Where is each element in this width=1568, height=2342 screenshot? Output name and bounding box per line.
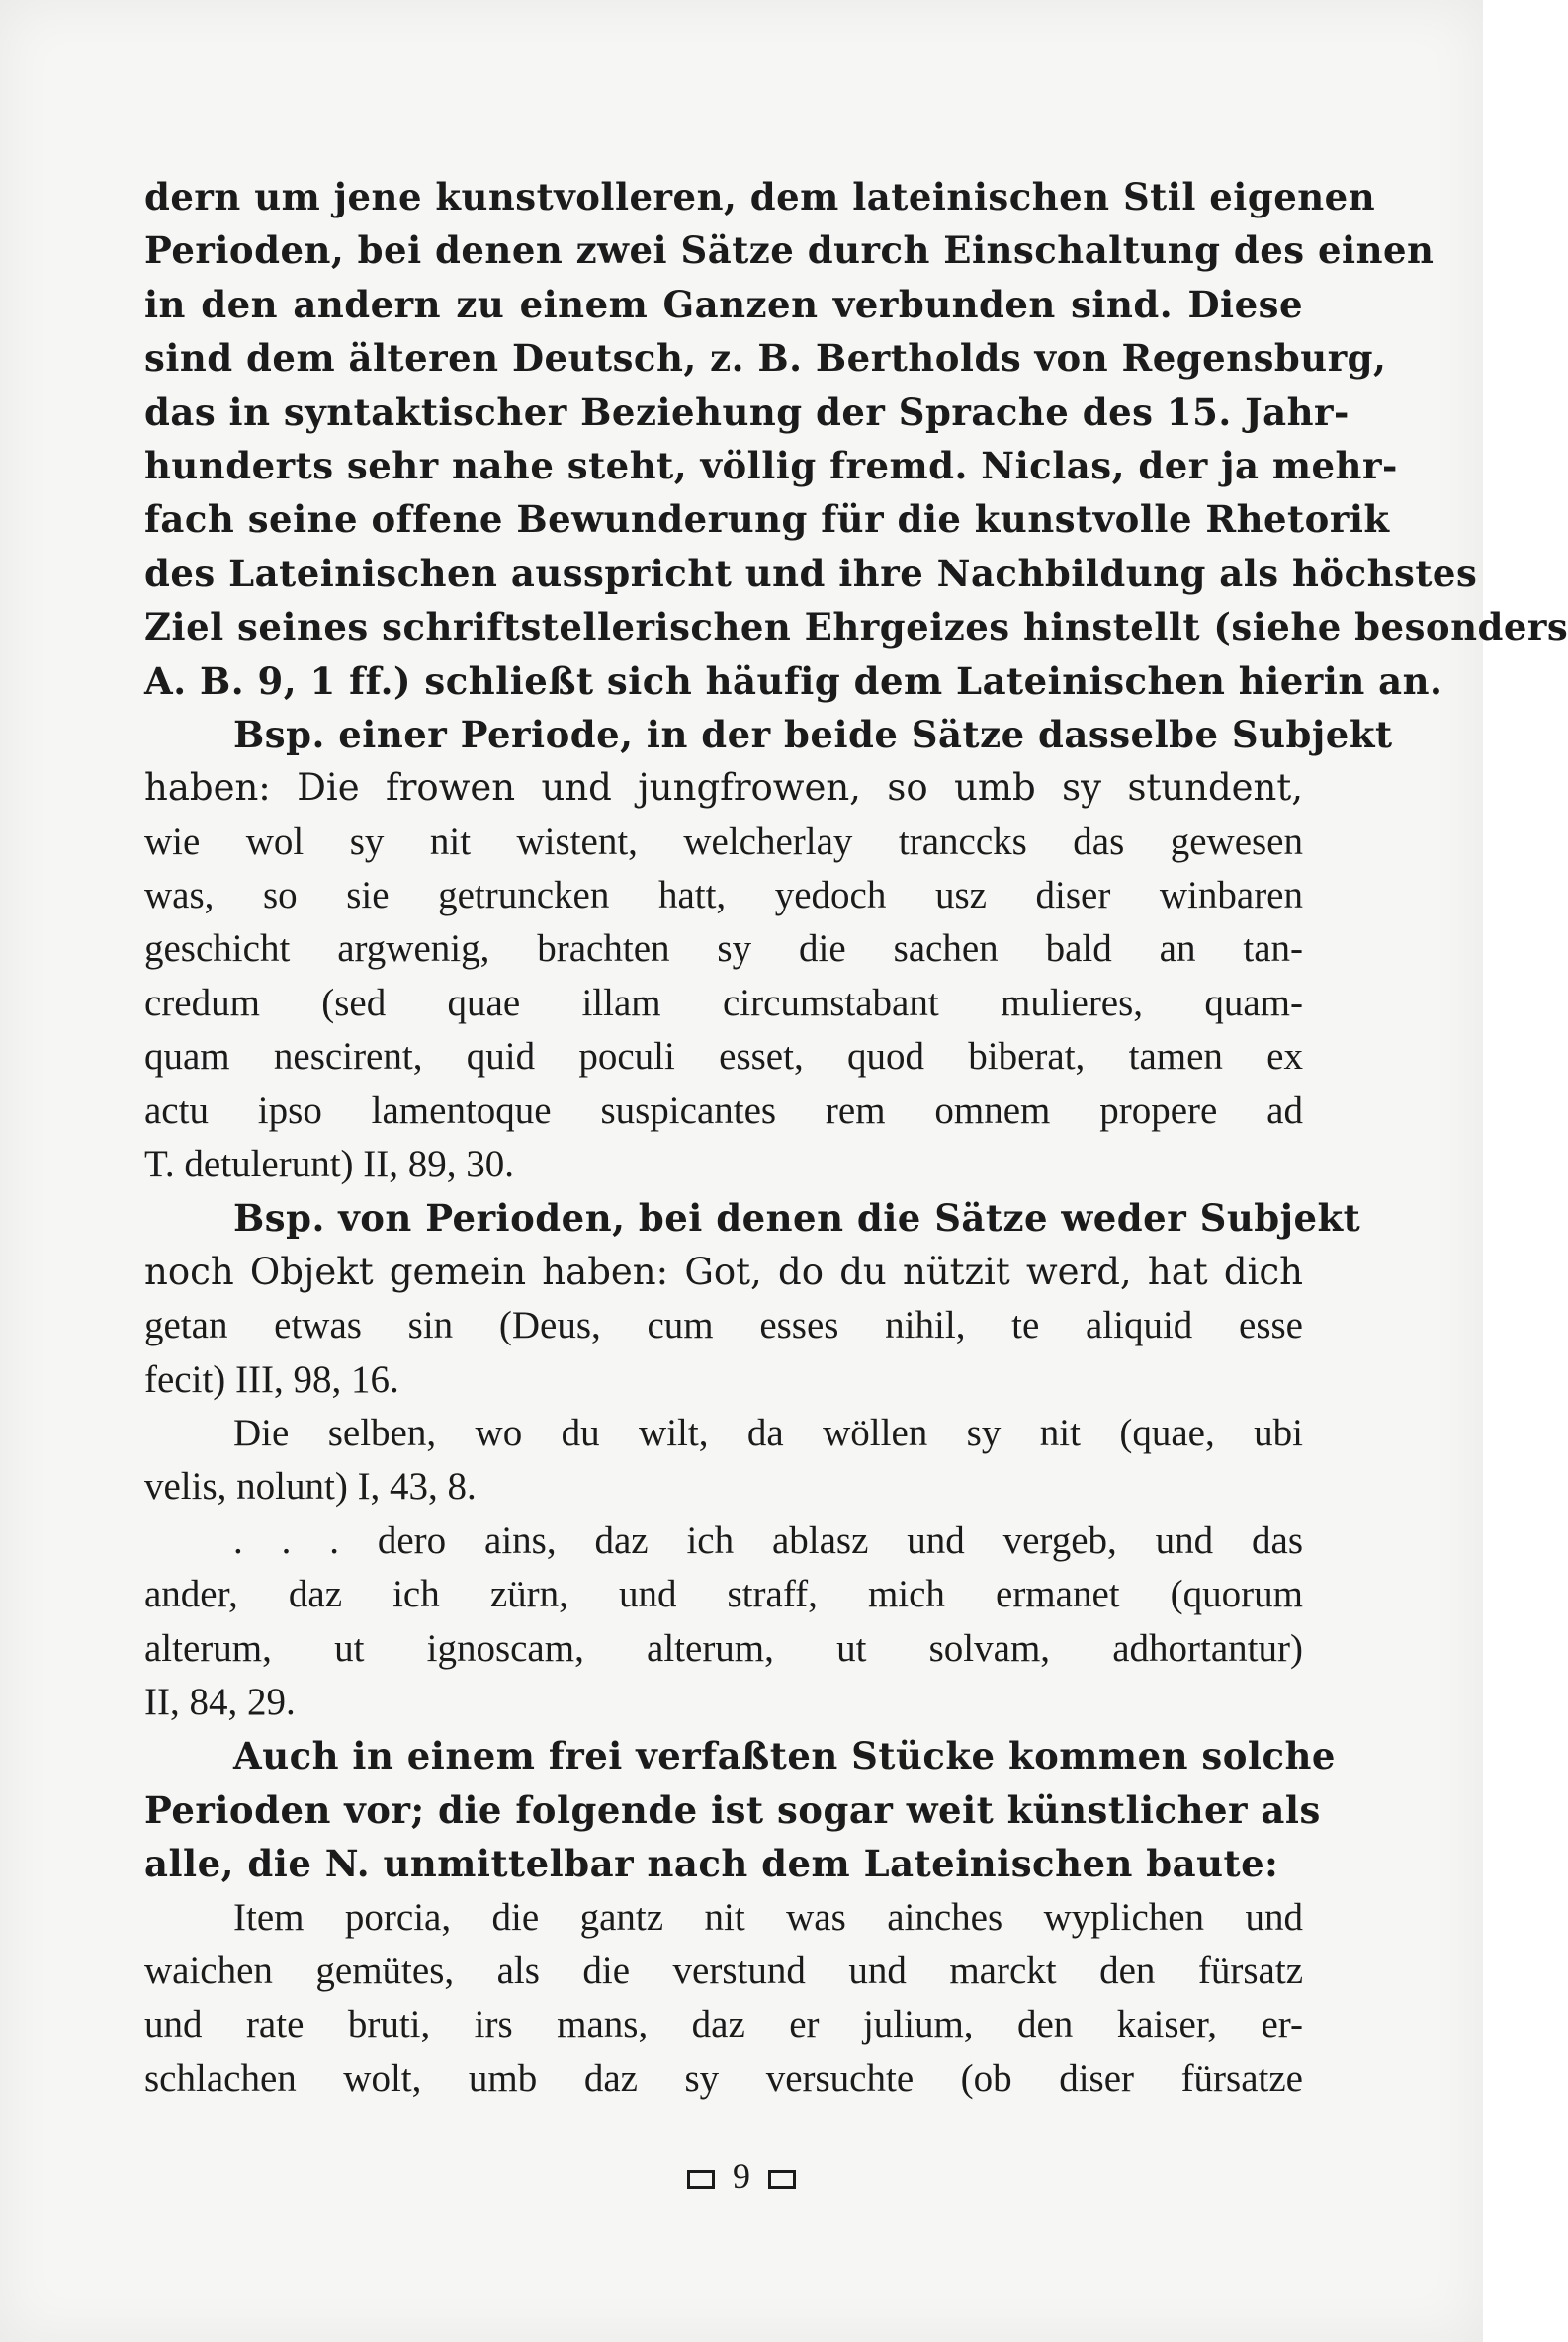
text-line: II, 84, 29.: [144, 1680, 296, 1723]
text-line: Perioden vor; die folgende ist sogar weit künstlicher als: [144, 1787, 1321, 1832]
text-line: und rate bruti, irs mans, daz er julium, den kaiser, er-: [144, 2003, 1303, 2046]
ornament-left: [687, 2170, 715, 2189]
text-line: sind dem älteren Deutsch, z. B. Bertholds von Regensburg,: [144, 336, 1387, 381]
text-line: fach seine offene Bewunderung für die kunstvolle Rhetorik: [144, 497, 1390, 542]
text-line: was, so sie getruncken hatt, yedoch usz diser winbaren: [144, 874, 1303, 917]
text-line: Perioden, bei denen zwei Sätze durch Einschaltung des einen: [144, 228, 1435, 273]
text-line: actu ipso lamentoque suspicantes rem omnem propere ad: [144, 1088, 1303, 1132]
ornament-right: [768, 2170, 796, 2189]
text-line: quam nescirent, quid poculi esset, quod biberat, tamen ex: [144, 1035, 1303, 1079]
text-line: credum (sed quae illam circumstabant mulieres, quam-: [144, 981, 1303, 1024]
text-line: noch Objekt gemein haben: Got, do du nützit werd, hat dich: [144, 1250, 1303, 1293]
text-line: Ziel seines schriftstellerischen Ehrgeizes hinstellt (siehe besonders: [144, 605, 1568, 650]
text-line: Bsp. einer Periode, in der beide Sätze dasselbe Subjekt: [233, 712, 1393, 756]
text-line: Item porcia, die gantz nit was ainches wyplichen und: [233, 1895, 1303, 1939]
text-line: waichen gemütes, als die verstund und marckt den fürsatz: [144, 1949, 1303, 1992]
text-line: Auch in einem frei verfaßten Stücke kommen solche: [233, 1734, 1336, 1778]
text-line: hunderts sehr nahe steht, völlig fremd. Niclas, der ja mehr-: [144, 443, 1398, 487]
page-number: [0, 2155, 1483, 2197]
text-line: dern um jene kunstvolleren, dem lateinischen Stil eigenen: [144, 175, 1376, 218]
text-line: ander, daz ich zürn, und straff, mich ermanet (quorum: [144, 1573, 1303, 1616]
text-line: in den andern zu einem Ganzen verbunden sind. Diese: [144, 282, 1303, 326]
text-line: das in syntaktischer Beziehung der Sprache des 15. Jahr-: [144, 390, 1350, 434]
text-line: haben: Die frowen und jungfrowen, so umb sy stundent,: [144, 766, 1303, 810]
text-line: Die selben, wo du wilt, da wöllen sy nit (quae, ubi: [233, 1411, 1303, 1454]
body-text: [144, 170, 1568, 2106]
text-line: schlachen wolt, umb daz sy versuchte (ob diser fürsatze: [144, 2056, 1303, 2100]
text-line: wie wol sy nit wistent, welcherlay tranccks das gewesen: [144, 820, 1303, 863]
page-number-value: 9: [733, 2156, 750, 2196]
text-line: velis, nolunt) I, 43, 8.: [144, 1465, 477, 1509]
text-line: . . . dero ains, daz ich ablasz und vergeb, und das: [233, 1518, 1303, 1562]
text-line: A. B. 9, 1 ff.) schließt sich häufig dem Lateinischen hierin an.: [144, 658, 1443, 703]
text-line: alterum, ut ignoscam, alterum, ut solvam, adhortantur): [144, 1626, 1303, 1670]
text-line: alle, die N. unmittelbar nach dem Lateinischen baute:: [144, 1842, 1279, 1886]
text-line: T. detulerunt) II, 89, 30.: [144, 1143, 515, 1186]
text-line: geschicht argwenig, brachten sy die sachen bald an tan-: [144, 927, 1303, 971]
text-line: fecit) III, 98, 16.: [144, 1357, 399, 1401]
text-line: getan etwas sin (Deus, cum esses nihil, te aliquid esse: [144, 1304, 1303, 1347]
text-line: Bsp. von Perioden, bei denen die Sätze weder Subjekt: [233, 1196, 1361, 1241]
text-line: des Lateinischen ausspricht und ihre Nachbildung als höchstes: [144, 551, 1478, 595]
